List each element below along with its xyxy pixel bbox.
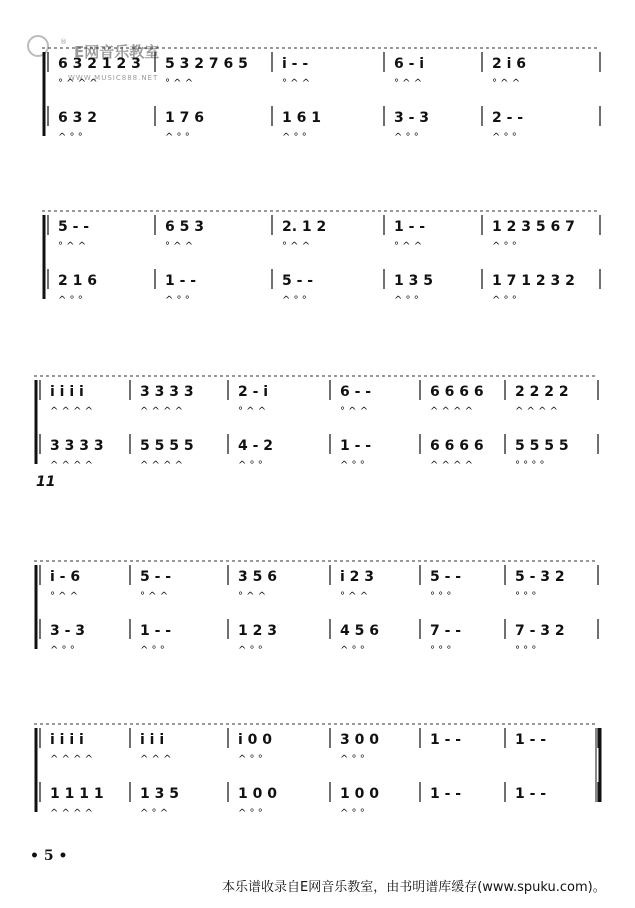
watermark-registered: ® <box>60 38 68 46</box>
measure-lower-marks: ^ ° ^ <box>140 808 169 819</box>
measure-lower-marks: ^ ° ° <box>140 645 165 656</box>
measure-upper-marks: ° ^ ^ <box>58 241 87 252</box>
measure-lower-marks: ^ ° ° <box>238 808 263 819</box>
measure-upper-marks: ° ^ ^ <box>340 591 369 602</box>
score-systems <box>34 48 600 819</box>
measure-upper: 5 3 2 7 6 5 <box>165 56 248 72</box>
measure-upper-marks: ° ^ ^ <box>165 78 194 89</box>
measure-lower: 2 - - <box>492 110 524 126</box>
measure-upper-marks: ° ^ ^ <box>165 241 194 252</box>
measure-upper-marks: ° ° ° <box>430 591 452 602</box>
measure-upper: 5 - - <box>140 569 172 585</box>
measure-lower-marks: ^ ^ ^ ^ <box>50 808 94 819</box>
measure-lower: 1 - - <box>515 786 547 802</box>
system-1 <box>42 48 600 143</box>
measure-lower: 1 - - <box>140 623 172 639</box>
system-4 <box>34 561 598 656</box>
measure-upper-marks: ^ ^ ^ <box>140 754 172 765</box>
measure-lower-marks: ^ ° ° <box>340 645 365 656</box>
measure-upper: i - - <box>282 56 309 72</box>
measure-upper-marks: ° ^ ^ ^ <box>58 78 98 89</box>
measure-lower-marks: ^ ° ° <box>282 295 307 306</box>
measure-lower: 3 - 3 <box>50 623 86 639</box>
measure-lower: 6 6 6 6 <box>430 438 484 454</box>
system-3 <box>34 376 598 490</box>
measure-upper-marks: ^ ^ ^ ^ <box>50 754 94 765</box>
measure-upper: 5 - - <box>58 219 90 235</box>
measure-upper: 1 2 3 5 6 7 <box>492 219 575 235</box>
measure-lower: 5 - - <box>282 273 314 289</box>
measure-lower-marks: ^ ° ° <box>238 460 263 471</box>
measure-upper: 3 0 0 <box>340 732 379 748</box>
measure-lower-marks: ^ ° ° <box>492 295 517 306</box>
measure-lower: 1 3 5 <box>394 273 433 289</box>
measure-lower: 5 5 5 5 <box>515 438 569 454</box>
measure-lower: 1 6 1 <box>282 110 321 126</box>
measure-lower: 1 2 3 <box>238 623 277 639</box>
measure-upper-marks: ^ ° ° <box>340 754 365 765</box>
measure-lower: 7 - - <box>430 623 462 639</box>
measure-upper: 6 3 2 1 2 3 <box>58 56 141 72</box>
measure-upper: 1 - - <box>515 732 547 748</box>
measure-lower: 4 5 6 <box>340 623 379 639</box>
measure-upper-marks: ° ° ° <box>515 591 537 602</box>
measure-lower: 3 3 3 3 <box>50 438 104 454</box>
measure-upper-marks: ^ ^ ^ ^ <box>430 406 474 417</box>
measure-upper-marks: ^ ° ° <box>492 241 517 252</box>
measure-lower-marks: ^ ° ° <box>50 645 75 656</box>
measure-upper: 3 5 6 <box>238 569 277 585</box>
page-number: • 5 • <box>30 848 68 864</box>
measure-upper-marks: ° ^ ^ <box>394 241 423 252</box>
measure-lower-marks: ^ ° ° <box>58 295 83 306</box>
measure-lower: 1 0 0 <box>340 786 379 802</box>
measure-upper: 2. 1 2 <box>282 219 327 235</box>
measure-upper-marks: ^ ^ ^ ^ <box>140 406 184 417</box>
measure-lower-marks: ^ ^ ^ ^ <box>140 460 184 471</box>
measure-lower: 1 0 0 <box>238 786 277 802</box>
measure-lower: 1 1 1 1 <box>50 786 104 802</box>
measure-upper: 6 - i <box>394 56 425 72</box>
measure-upper: i i i <box>140 732 165 748</box>
measure-upper-marks: ° ^ ^ <box>238 406 267 417</box>
system-2 <box>42 211 600 306</box>
measure-upper: i 2 3 <box>340 569 375 585</box>
measure-lower-marks: ^ ^ ^ ^ <box>430 460 474 471</box>
measure-upper: 2 2 2 2 <box>515 384 569 400</box>
measure-lower-marks: ^ ° ° <box>58 132 83 143</box>
measure-lower-marks: ^ ° ° <box>165 132 190 143</box>
measure-lower: 1 7 1 2 3 2 <box>492 273 575 289</box>
measure-lower-marks: ^ ° ° <box>238 645 263 656</box>
measure-lower: 1 - - <box>340 438 372 454</box>
measure-lower: 1 - - <box>430 786 462 802</box>
measure-upper-marks: ° ^ ^ <box>140 591 169 602</box>
measure-upper: 2 - i <box>238 384 269 400</box>
measure-lower: 5 5 5 5 <box>140 438 194 454</box>
measure-lower-marks: ^ ° ° <box>340 460 365 471</box>
system-5 <box>34 724 598 819</box>
measure-lower: 1 7 6 <box>165 110 204 126</box>
measure-upper: i i i i <box>50 384 84 400</box>
measure-lower: 3 - 3 <box>394 110 430 126</box>
measure-lower: 2 1 6 <box>58 273 97 289</box>
measure-upper-marks: ° ^ ^ <box>50 591 79 602</box>
measure-upper: 5 - - <box>430 569 462 585</box>
measure-upper: 5 - 3 2 <box>515 569 565 585</box>
measure-lower-marks: ^ ° ° <box>394 132 419 143</box>
measure-lower-marks: ° ° ° <box>515 645 537 656</box>
measure-upper: 3 3 3 3 <box>140 384 194 400</box>
watermark-brand: E网音乐教室 <box>74 43 160 61</box>
measure-upper-marks: ° ^ ^ <box>282 241 311 252</box>
system-label: 11 <box>36 474 56 490</box>
measure-upper-marks: ° ^ ^ <box>394 78 423 89</box>
measure-upper: 1 - - <box>430 732 462 748</box>
measure-upper-marks: ° ^ ^ <box>340 406 369 417</box>
measure-lower-marks: ^ ° ° <box>340 808 365 819</box>
measure-upper-marks: ^ ^ ^ ^ <box>515 406 559 417</box>
measure-upper-marks: ^ ° ° <box>238 754 263 765</box>
measure-lower-marks: ^ ° ° <box>492 132 517 143</box>
measure-upper: 6 5 3 <box>165 219 204 235</box>
measure-upper: i - 6 <box>50 569 81 585</box>
measure-lower: 7 - 3 2 <box>515 623 565 639</box>
measure-lower-marks: ^ ° ° <box>282 132 307 143</box>
measure-upper-marks: ° ^ ^ <box>492 78 521 89</box>
measure-lower: 1 - - <box>165 273 197 289</box>
measure-lower-marks: ^ ^ ^ ^ <box>50 460 94 471</box>
measure-upper: 6 - - <box>340 384 372 400</box>
measure-upper-marks: ^ ^ ^ ^ <box>50 406 94 417</box>
footer-source-note: 本乐谱收录自E网音乐教室，由书明谱库缓存(www.spuku.com)。 <box>222 880 606 895</box>
measure-lower-marks: ° ° ° ° <box>515 460 545 471</box>
measure-lower-marks: ^ ° ° <box>165 295 190 306</box>
measure-lower-marks: ^ ° ° <box>394 295 419 306</box>
measure-upper-marks: ° ^ ^ <box>238 591 267 602</box>
measure-lower: 6 3 2 <box>58 110 97 126</box>
measure-upper: 2 i 6 <box>492 56 527 72</box>
measure-upper: 6 6 6 6 <box>430 384 484 400</box>
watermark-url: WWW.MUSIC888.NET <box>68 74 159 82</box>
measure-lower: 1 3 5 <box>140 786 179 802</box>
measure-lower: 4 - 2 <box>238 438 274 454</box>
measure-upper: i 0 0 <box>238 732 273 748</box>
measure-upper: i i i i <box>50 732 84 748</box>
measure-upper: 1 - - <box>394 219 426 235</box>
measure-upper-marks: ° ^ ^ <box>282 78 311 89</box>
measure-lower-marks: ° ° ° <box>430 645 452 656</box>
